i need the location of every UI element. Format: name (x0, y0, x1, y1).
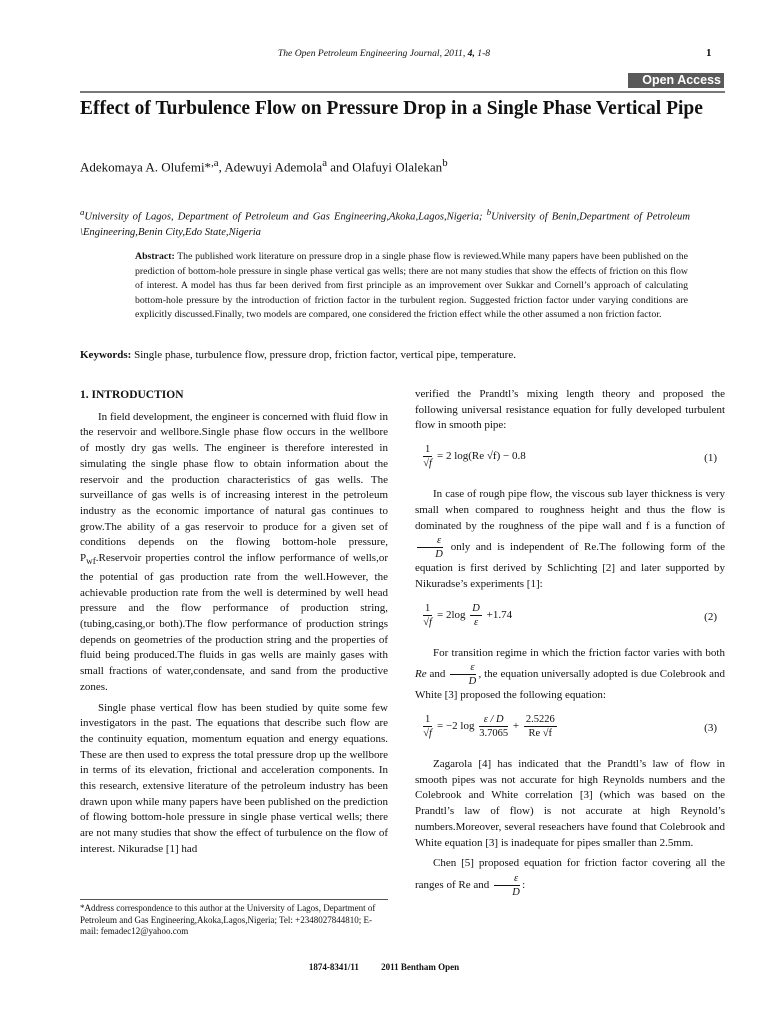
paragraph-text: only and is independent of Re.The following form of the equation is first derived by Schlichting [2] and later supported by Nikuradse’s experiments [1]: (415, 541, 726, 590)
fraction (524, 713, 557, 740)
keywords-label: Keywords: (80, 349, 132, 361)
equation-number: (3) (704, 722, 717, 735)
paragraph-text: , the equation universally adopted is due Colebrook and White [3] proposed the following equation: (415, 668, 725, 702)
denominator: √f (423, 458, 432, 470)
author-2-sup: a (322, 157, 328, 169)
journal-volume: 4, (467, 48, 475, 59)
numerator: ε / D (479, 713, 508, 727)
equation-part: + (512, 720, 520, 733)
affil-b: University of Benin,Department of Petroleum \Engineering,Benin City,Edo State,Nigeria (80, 211, 690, 238)
paragraph-text: For transition regime in which the friction factor varies with both (433, 646, 725, 659)
fraction (423, 713, 432, 740)
page-footer (0, 962, 768, 972)
paragraph (415, 856, 725, 899)
equation-formula (421, 602, 512, 629)
fraction (470, 602, 482, 629)
author-3: and Olafuyi Olalekan (327, 159, 443, 175)
fraction (423, 443, 432, 470)
section-title: 1. INTRODUCTION (80, 389, 184, 401)
paragraph-text: Chen [5] proposed equation for friction factor covering all the ranges of Re and (415, 857, 725, 891)
denominator: √f (423, 728, 432, 740)
abstract (135, 250, 688, 323)
keywords (80, 349, 725, 361)
equation-part: = 2log (437, 608, 466, 621)
equation-number: (2) (704, 610, 717, 623)
equation-formula (421, 443, 526, 470)
fraction (494, 872, 520, 899)
paragraph-text: In case of rough pipe flow, the viscous sub layer thickness is very small when compared to roughness height and thus the flow is dominated by the roughness of the pipe wall and f is a function of (415, 488, 725, 532)
author-list (80, 157, 448, 175)
author-1: Adekomaya A. Olufemi* (80, 159, 212, 175)
equation-number: (1) (704, 452, 717, 465)
fraction (450, 661, 476, 688)
paragraph-text: and (429, 668, 446, 681)
numerator: ε (417, 534, 443, 548)
denominator: D (435, 549, 443, 561)
left-column (80, 388, 388, 863)
paragraph-text: In field development, the engineer is concerned with fluid flow in the reservoir and wellbore.Single phase flow occurs in the wellbore of mostly dry gas wells. The engineer is therefore interested in simulating the single phase flow to obtain information about the reservoir and the production characteristics of gas wells. The surveillance of gas wells is of increasing interest in the petroleum industry as the economic importance of natural gas continues to grow.The ability of a gas reservoir to produce for a given set of conditions depends on the flowing bottom-hole pressure, P (80, 410, 388, 565)
author-2: , Adewuyi Ademola (218, 159, 323, 175)
paragraph (415, 487, 725, 593)
equation-2 (415, 598, 725, 640)
article-title: Effect of Turbulence Flow on Pressure Drop in a Single Phase Vertical Pipe (80, 98, 703, 119)
paragraph (80, 410, 388, 696)
re-symbol: Re (415, 668, 427, 681)
publisher: 2011 Bentham Open (381, 962, 460, 972)
affil-a: University of Lagos, Department of Petroleum and Gas Engineering,Akoka,Lagos,Nigeria; (84, 211, 483, 223)
denominator: 3.7065 (479, 728, 509, 740)
fraction (423, 602, 432, 629)
page-number: 1 (706, 47, 712, 59)
equation-3 (415, 709, 725, 751)
numerator: 1 (425, 602, 431, 614)
paragraph (415, 646, 725, 704)
abstract-text: The published work literature on pressure drop in a single phase flow is reviewed.While many papers have been published on the prediction of bottom-hole pressure in single phase vertical gas wells; there are not many studies that show the effects of friction on this flow of interest. A model has thus far been derived from first principle as an improvement over Sukkar and Cornell’s approach of calculating bottom-hole pressure by the introduction of friction factor in the turbulent region. Suggested friction factor under varying conditions are explicitly discussed.Finally, two models are compared, one considered the friction effect while the other assumed a non friction factor. (135, 251, 689, 321)
open-access-badge: Open Access (628, 73, 724, 88)
numerator: 1 (425, 444, 431, 456)
author-3-sup: b (442, 157, 448, 169)
fraction (417, 534, 443, 561)
journal-pages: 1-8 (477, 48, 491, 59)
paragraph-text: : (522, 878, 526, 891)
numerator: 1 (425, 714, 431, 726)
paragraph-text: .Reservoir properties control the inflow performance of wells,or the potential of gas production rate from the well.However, the achievable production rate from the well is determined by well head pressure and the flow performance of production string, (tubing,casing,or both).The flow performance of production strings depends on geometries of the production string and the properties of fluid being produced.The fluids in gas wells are mainly gases with small fractions of water,condensate, and sand from the productive zones. (80, 552, 388, 693)
denominator: ε (473, 616, 479, 628)
abstract-label: Abstract: (135, 251, 175, 262)
numerator: D (472, 602, 480, 614)
equation-part: = −2 log (437, 720, 475, 733)
denominator: Re √f (528, 728, 553, 740)
affil-a-sup: a (80, 207, 85, 217)
journal-name: The Open Petroleum Engineering Journal, (277, 48, 442, 59)
footnote-rule (80, 899, 388, 900)
equation-part: +1.74 (486, 608, 513, 621)
author-1-sup: ,a (211, 157, 219, 169)
right-column (415, 387, 725, 904)
paragraph: Single phase vertical flow has been studied by quite some few investigators in the past. The equations that describe such flow are the continuity equation, momentum equation and energy equations. These are then used to express the total pressure drop up the wellbore in terms of its elevation, frictional and acceleration components. In this research, extensive literature of the petroleum industry has been drawn upon while many papers have been published on the prediction of flowing bottom-hole pressure in single phase vertical wells; there are not many studies that show the effect of turbulence on the flow of interest. Nikuradse [1] had (80, 701, 388, 855)
keywords-text: Single phase, turbulence flow, pressure drop, friction factor, vertical pipe, temperature. (134, 349, 516, 361)
denominator: D (512, 886, 520, 898)
correspondence-footnote: *Address correspondence to this author at the University of Lagos, Department of Petroleum and Gas Engineering,Akoka,Lagos,Nigeria; Tel: +2348027844810; E-mail: femadec12@yahoo.com (80, 903, 376, 937)
denominator: D (468, 676, 477, 688)
subscript: wf (86, 556, 96, 567)
denominator: √f (423, 616, 432, 628)
affiliations (80, 205, 690, 240)
numerator: 2.5226 (525, 714, 555, 726)
equation-formula (421, 713, 559, 740)
running-header (0, 48, 768, 59)
journal-year: 2011, (444, 48, 466, 59)
equation-1 (415, 439, 725, 481)
fraction (479, 713, 508, 740)
numerator: ε (450, 661, 476, 675)
paragraph: verified the Prandtl’s mixing length theory and proposed the following universal resistance equation for fully developed turbulent flow in smooth pipe: (415, 388, 725, 432)
paragraph: Zagarola [4] has indicated that the Prandtl’s law of flow in smooth pipes was not accurate for high Reynolds numbers and the Colebrook and White correlation [3] (which was based on the Prandtl’s law of flow) is not accurate at high Reynold’s numbers.Moreover, several reseachers have found that Colebrook and White equation [3] is inadequate for pipes smaller than 2.5mm. (415, 758, 725, 849)
numerator: ε (494, 872, 520, 886)
issn: 1874-8341/11 (308, 962, 359, 972)
header-rule (80, 91, 725, 93)
equation-rhs: = 2 log(Re √f) − 0.8 (437, 450, 526, 463)
affil-b-sup: b (486, 207, 492, 217)
